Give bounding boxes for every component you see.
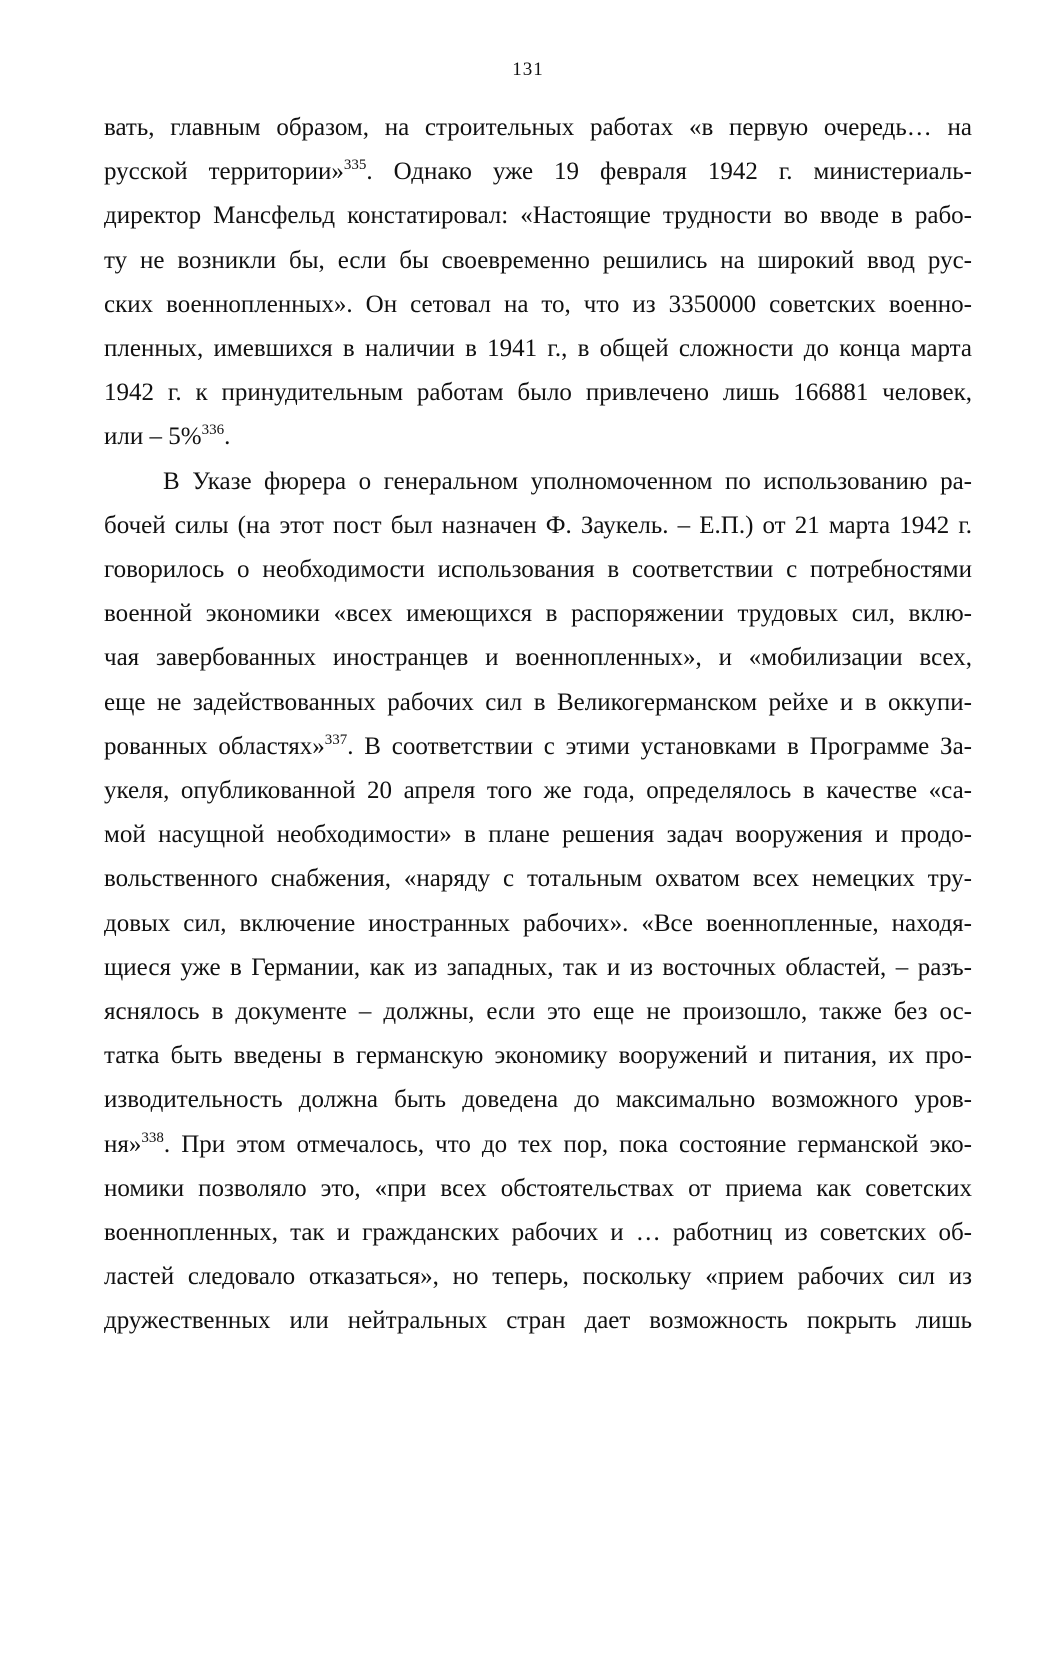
text-run: довых сил, включение иностранных рабочих». «Все военнопленные, находя- <box>104 910 972 937</box>
text-run: ских военнопленных». Он сетовал на то, что из 3350000 советских военно- <box>104 291 972 318</box>
text-run: или – 5% <box>104 423 202 450</box>
text-line <box>104 506 972 546</box>
text-run: укеля, опубликованной 20 апреля того же года, определялось в качестве «са- <box>104 777 972 804</box>
text-line <box>104 241 972 281</box>
text-line <box>104 948 972 988</box>
text-line <box>104 1169 972 1209</box>
text-line <box>104 1080 972 1120</box>
text-line <box>104 904 972 944</box>
text-run: директор Мансфельд констатировал: «Настоящие трудности во вводе в рабо- <box>104 202 972 229</box>
text-run: ластей следовало отказаться», но теперь, поскольку «прием рабочих сил из <box>104 1263 972 1290</box>
text-run: . При этом отмечалось, что до тех пор, пока состояние германской эко- <box>163 1131 972 1158</box>
text-run: вольственного снабжения, «наряду с тотальным охватом всех немецких тру- <box>104 865 972 892</box>
footnote-ref: 335 <box>343 157 367 173</box>
text-run: мой насущной необходимости» в плане решения задач вооружения и продо- <box>104 821 972 848</box>
text-line <box>104 285 972 325</box>
text-run: . В соответствии с этими установками в Программе За- <box>347 733 972 760</box>
text-run: рованных областях» <box>104 733 325 760</box>
text-run: бочей силы (на этот пост был назначен Ф. Заукель. – Е.П.) от 21 марта 1942 г. <box>104 512 972 539</box>
text-line <box>104 373 972 413</box>
footnote-ref: 336 <box>201 422 225 438</box>
text-run: говорилось о необходимости использования в соответствии с потребностями <box>104 556 972 583</box>
text-run: чая завербованных иностранцев и военнопленных», и «мобилизации всех, <box>104 644 972 671</box>
text-line <box>104 417 972 457</box>
text-run: дружественных или нейтральных стран дает возможность покрыть лишь <box>104 1307 972 1334</box>
text-run: щиеся уже в Германии, как из западных, так и из восточных областей, – разъ- <box>104 954 972 981</box>
text-run: русской территории» <box>104 158 344 185</box>
text-line <box>104 1125 972 1165</box>
text-run: изводительность должна быть доведена до максимально возможного уров- <box>104 1086 972 1113</box>
text-line <box>104 638 972 678</box>
text-line <box>104 1301 972 1341</box>
text-run: номики позволяло это, «при всех обстоятельствах от приема как советских <box>104 1175 972 1202</box>
text-line <box>104 727 972 767</box>
footnote-ref: 337 <box>324 732 348 748</box>
text-line <box>104 992 972 1032</box>
text-run: пленных, имевшихся в наличии в 1941 г., в общей сложности до конца марта <box>104 335 972 362</box>
text-run: ту не возникли бы, если бы своевременно решились на широкий ввод рус- <box>104 247 972 274</box>
text-run: . <box>224 423 231 450</box>
text-line <box>104 196 972 236</box>
text-line <box>104 1036 972 1076</box>
text-line <box>104 594 972 634</box>
text-line <box>104 859 972 899</box>
text-line <box>104 815 972 855</box>
text-run: . Однако уже 19 февраля 1942 г. министериаль- <box>366 158 972 185</box>
text-run: ня» <box>104 1131 142 1158</box>
text-run: военной экономики «всех имеющихся в распоряжении трудовых сил, вклю- <box>104 600 972 627</box>
text-line <box>104 550 972 590</box>
footnote-ref: 338 <box>141 1130 164 1146</box>
text-run: яснялось в документе – должны, если это еще не произошло, также без ос- <box>104 998 972 1025</box>
text-run: татка быть введены в германскую экономику вооружений и питания, их про- <box>104 1042 972 1069</box>
text-run: 1942 г. к принудительным работам было привлечено лишь 166881 человек, <box>104 379 972 406</box>
text-run: еще не задействованных рабочих сил в Великогерманском рейхе и в оккупи- <box>104 689 972 716</box>
text-line <box>104 108 972 148</box>
text-line <box>104 1257 972 1297</box>
text-run: вать, главным образом, на строительных работах «в первую очередь… на <box>104 114 972 141</box>
page-number: 131 <box>512 59 544 80</box>
text-line <box>104 771 972 811</box>
text-run: военнопленных, так и гражданских рабочих и … работниц из советских об- <box>104 1219 972 1246</box>
text-line <box>104 1213 972 1253</box>
text-run: В Указе фюрера о генеральном уполномоченном по использованию ра- <box>163 468 972 495</box>
text-line <box>104 152 972 192</box>
text-line <box>163 462 972 502</box>
text-line <box>104 683 972 723</box>
text-line <box>104 329 972 369</box>
